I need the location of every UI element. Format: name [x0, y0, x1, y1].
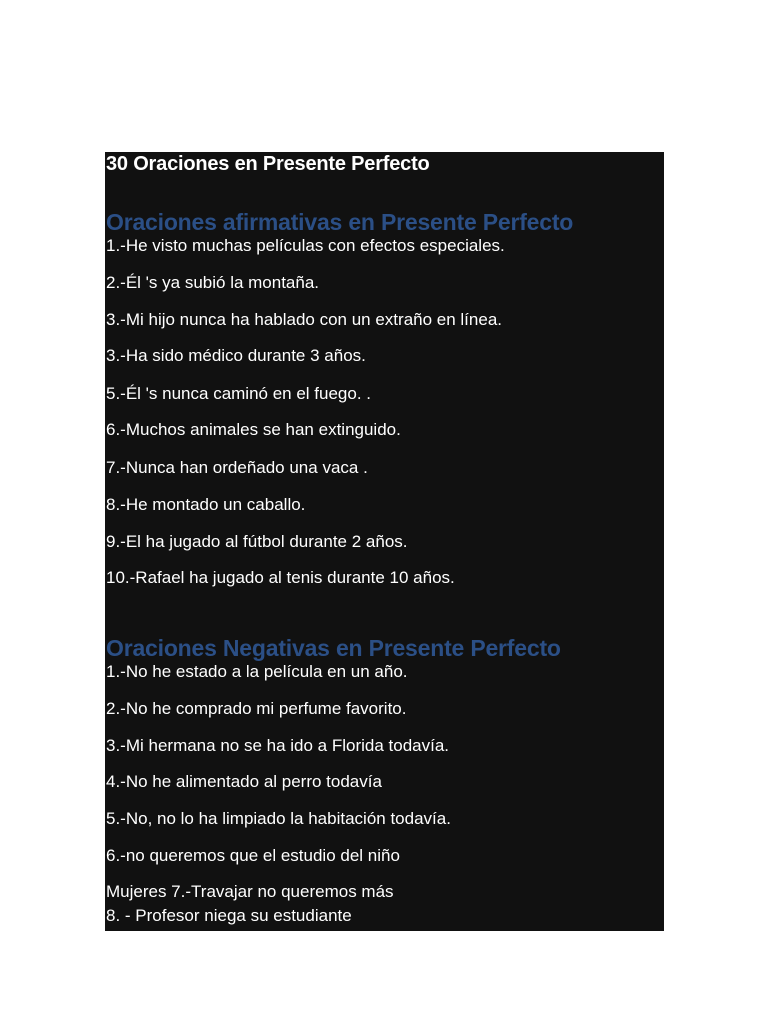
- list-item: 4.-No he alimentado al perro todavía: [106, 772, 382, 791]
- list-item: 3.-Mi hermana no se ha ido a Florida todavía.: [106, 736, 450, 755]
- list-item: 2.-No he comprado mi perfume favorito.: [106, 699, 407, 718]
- list-item: Mujeres 7.-Travajar no queremos más: [106, 882, 394, 901]
- section-heading-negativas: Oraciones Negativas en Presente Perfecto: [106, 635, 561, 661]
- document-block: [105, 152, 664, 931]
- list-item: 6.-Muchos animales se han extinguido.: [106, 420, 401, 439]
- list-item: 2.-Él 's ya subió la montaña.: [106, 273, 320, 292]
- list-item: 3.-Mi hijo nunca ha hablado con un extraño en línea.: [106, 310, 502, 329]
- list-item: 9.-El ha jugado al fútbol durante 2 años.: [106, 532, 408, 551]
- section-heading-afirmativas: Oraciones afirmativas en Presente Perfecto: [106, 209, 574, 235]
- list-item: 10.-Rafael ha jugado al tenis durante 10 años.: [106, 568, 455, 587]
- list-item: 1.-No he estado a la película en un año.: [106, 662, 408, 681]
- document-title: 30 Oraciones en Presente Perfecto: [106, 153, 430, 175]
- list-item: 5.-Él 's nunca caminó en el fuego. .: [106, 384, 372, 403]
- list-item: 1.-He visto muchas películas con efectos especiales.: [106, 236, 505, 255]
- list-item: 7.-Nunca han ordeñado una vaca .: [106, 458, 368, 477]
- list-item: 8.-He montado un caballo.: [106, 495, 306, 514]
- list-item: 6.-no queremos que el estudio del niño: [106, 846, 400, 865]
- list-item: 5.-No, no lo ha limpiado la habitación todavía.: [106, 809, 451, 828]
- list-item: 3.-Ha sido médico durante 3 años.: [106, 346, 366, 365]
- list-item: 8. - Profesor niega su estudiante: [106, 906, 352, 925]
